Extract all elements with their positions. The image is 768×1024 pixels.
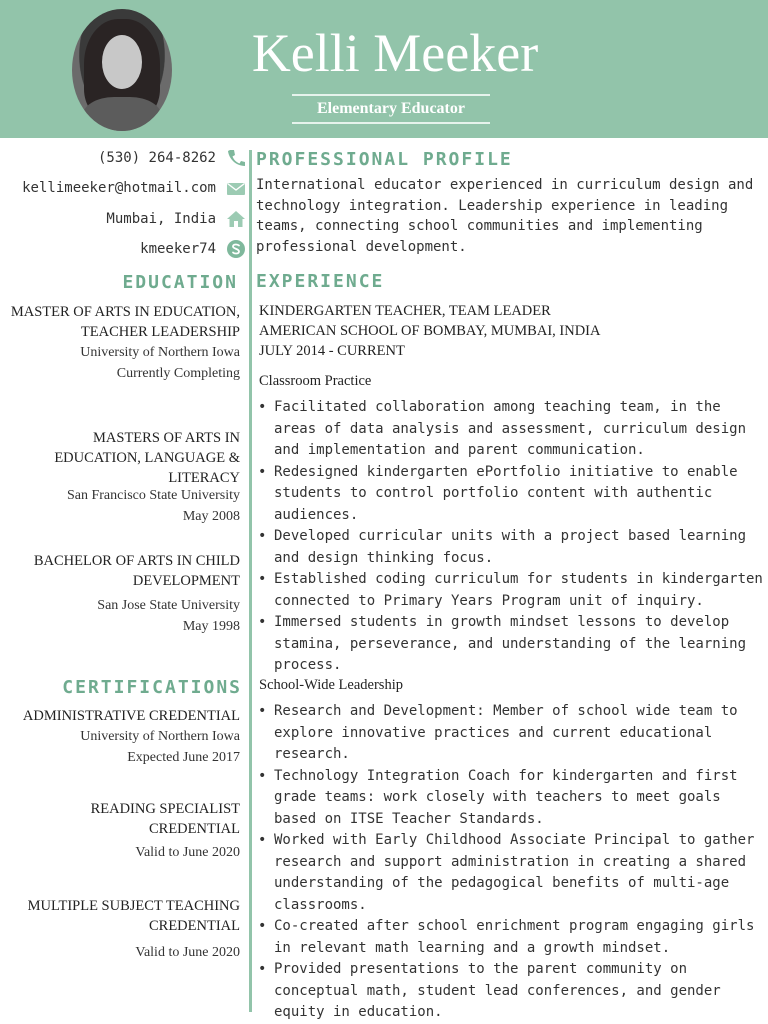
degree-title: MASTER OF ARTS IN EDUCATION, TEACHER LEADERSHIP [10, 304, 240, 340]
list-item: • Immersed students in growth mindset lessons to develop stamina, perseverance, and understanding of the learning process. [258, 612, 763, 677]
section-title-leadership: School-Wide Leadership [259, 677, 403, 693]
school-name: San Francisco State University [66, 488, 240, 503]
list-item: • Co-created after school enrichment program engaging girls in relevant math learning and a growth mindset. [258, 916, 763, 959]
experience-heading: EXPERIENCE [256, 271, 385, 292]
certification-title: ADMINISTRATIVE CREDENTIAL [22, 708, 240, 724]
list-item: • Technology Integration Coach for kindergarten and first grade teams: work closely with teachers to meet goals based on ITSE Teacher Standards. [258, 766, 763, 831]
certification-item [5, 896, 240, 963]
leadership-bullets [258, 701, 763, 1024]
certification-date: Expected June 2017 [127, 750, 240, 765]
certification-title: READING SPECIALIST CREDENTIAL [90, 801, 240, 837]
degree-date: May 1998 [182, 619, 240, 634]
job-role: KINDERGARTEN TEACHER, TEAM LEADER [259, 303, 551, 319]
certification-school: University of Northern Iowa [80, 729, 240, 744]
contact-location: Mumbai, India [106, 211, 216, 227]
degree-title: BACHELOR OF ARTS IN CHILD DEVELOPMENT [33, 553, 240, 589]
mail-icon [226, 179, 246, 199]
education-item [5, 551, 240, 637]
certification-date: Valid to June 2020 [135, 845, 240, 860]
education-heading: EDUCATION [122, 272, 238, 293]
list-item: • Redesigned kindergarten ePortfolio initiative to enable students to control portfolio content with authentic audiences. [258, 462, 763, 527]
photo-face [102, 35, 142, 89]
list-item: • Worked with Early Childhood Associate Principal to gather research and support administration in creating a shared understanding of the pedagogical benefits of multi-age classrooms. [258, 830, 763, 916]
column-divider [249, 150, 252, 1012]
degree-date: May 2008 [182, 509, 240, 524]
subtitle-box [292, 94, 490, 124]
list-item: • Provided presentations to the parent community on conceptual math, student lead conferences, and gender equity in education. [258, 959, 763, 1024]
header-banner [0, 0, 768, 138]
list-item: • Research and Development: Member of school wide team to explore innovative practices and current educational research. [258, 701, 763, 766]
photo-body [82, 97, 162, 131]
certification-item [5, 706, 240, 768]
job-title: Elementary Educator [317, 100, 465, 117]
job-dates: JULY 2014 - CURRENT [259, 343, 405, 359]
profile-text: International educator experienced in curriculum design and technology integration. Leadership experience in leading teams, connecting school communities and implementing professional development. [256, 177, 754, 255]
profile-heading: PROFESSIONAL PROFILE [256, 149, 513, 170]
school-name: San Jose State University [97, 598, 240, 613]
contact-skype[interactable]: kmeeker74 [140, 241, 216, 257]
section-title-classroom: Classroom Practice [259, 373, 372, 389]
contact-phone[interactable]: (530) 264-8262 [97, 150, 216, 166]
candidate-name: Kelli Meeker [251, 23, 539, 83]
certification-date: Valid to June 2020 [135, 945, 240, 960]
degree-title: MASTERS OF ARTS IN EDUCATION, LANGUAGE & LITERACY [54, 430, 240, 486]
education-item [5, 302, 240, 384]
school-name: University of Northern Iowa [80, 345, 240, 360]
home-icon [226, 209, 246, 229]
certifications-heading: CERTIFICATIONS [62, 677, 242, 698]
certification-item [5, 799, 240, 863]
classroom-bullets [258, 397, 763, 677]
phone-icon [226, 148, 246, 168]
skype-icon [226, 239, 246, 259]
profile-photo [72, 9, 172, 131]
education-item [5, 428, 240, 527]
certification-title: MULTIPLE SUBJECT TEACHING CREDENTIAL [27, 898, 240, 934]
list-item: • Developed curricular units with a project based learning and design thinking focus. [258, 526, 763, 569]
list-item: • Facilitated collaboration among teaching team, in the areas of data analysis and assessment, curriculum design and implementation and parent communication. [258, 397, 763, 462]
degree-date: Currently Completing [116, 366, 240, 381]
list-item: • Established coding curriculum for students in kindergarten connected to Primary Years Program unit of inquiry. [258, 569, 763, 612]
job-organization: AMERICAN SCHOOL OF BOMBAY, MUMBAI, INDIA [259, 323, 601, 339]
contact-email[interactable]: kellimeeker@hotmail.com [22, 180, 216, 196]
